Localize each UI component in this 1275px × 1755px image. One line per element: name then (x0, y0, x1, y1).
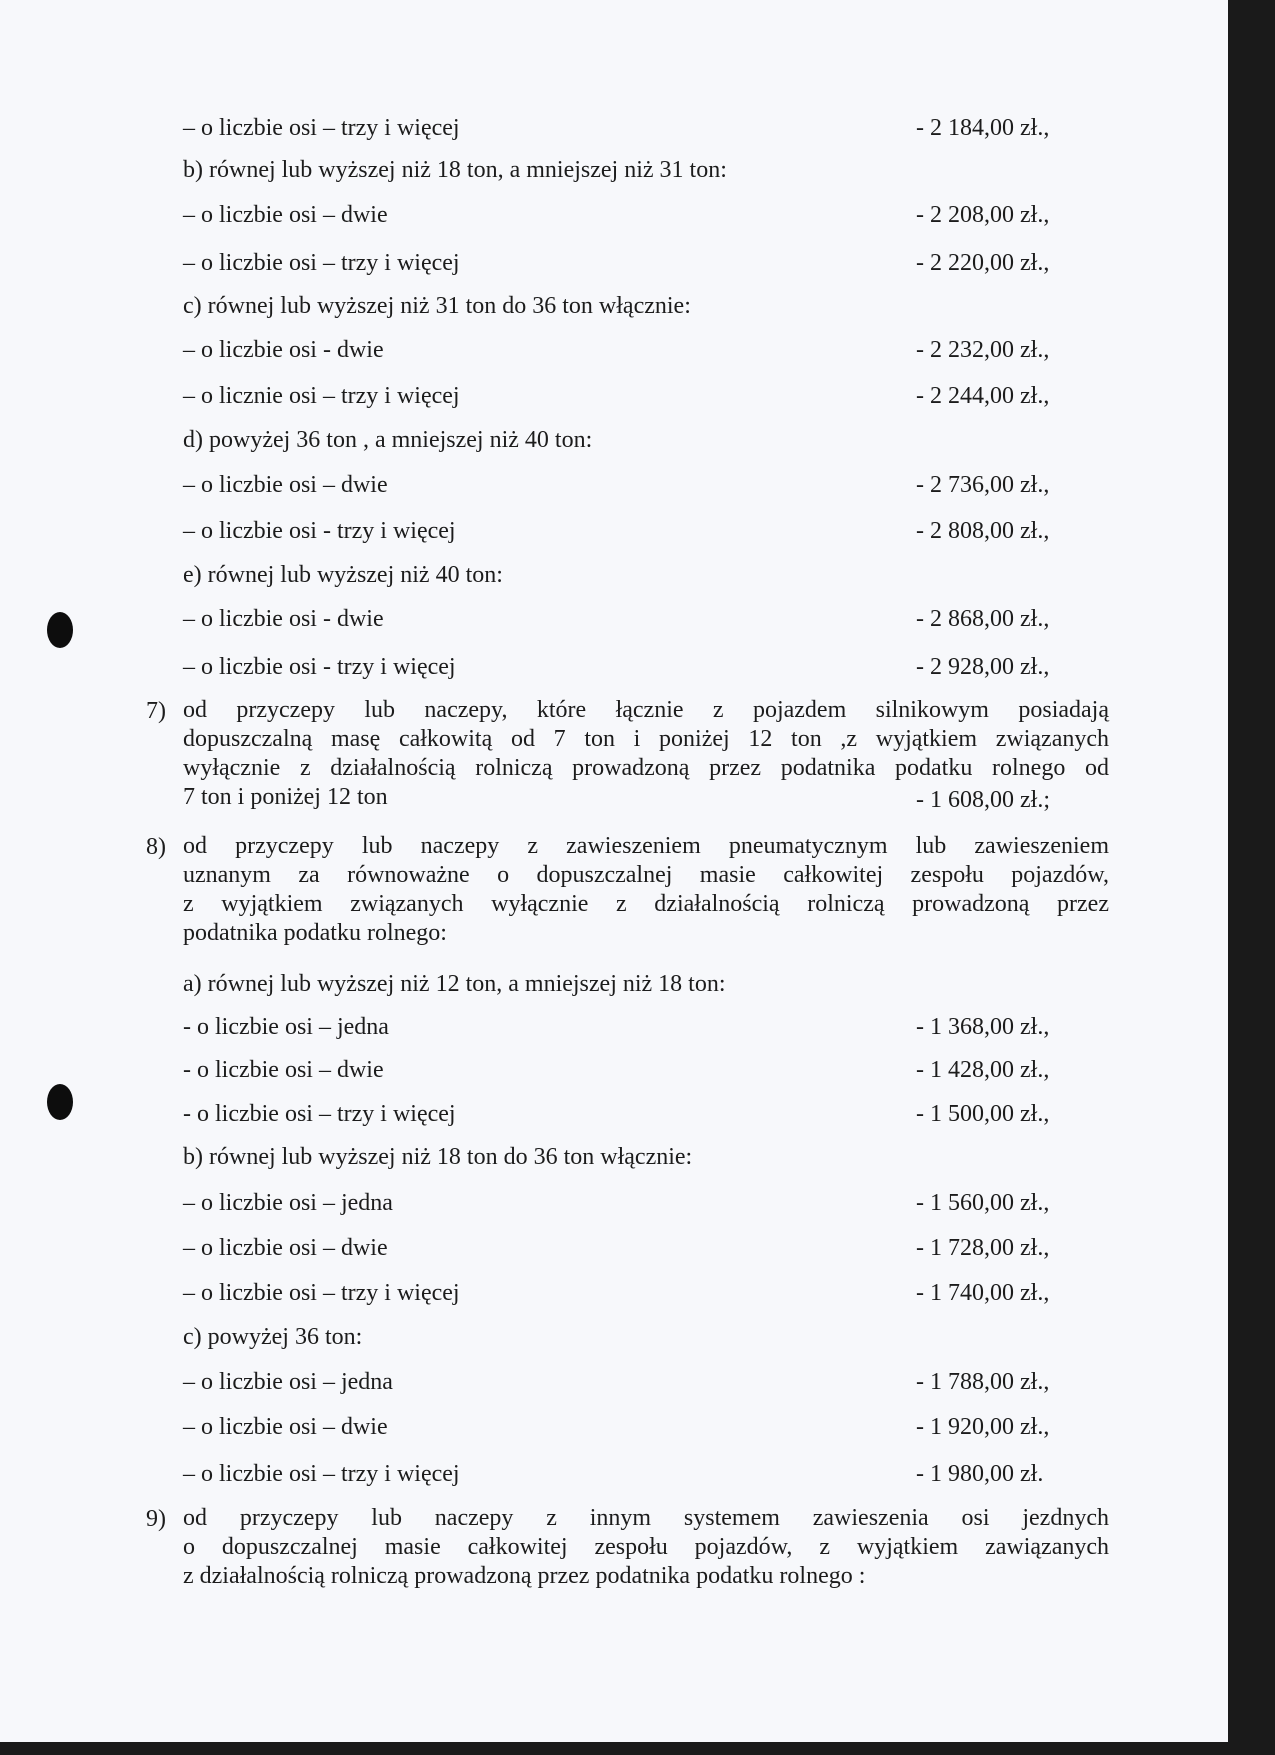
list-item: – o liczbie osi – jedna (183, 1190, 393, 1216)
amount: - 2 232,00 zł., (916, 337, 1050, 363)
paragraph-line: z wyjątkiem związanych wyłącznie z działalnością rolniczą prowadzoną przez (183, 891, 1109, 917)
amount: - 1 920,00 zł., (916, 1414, 1050, 1440)
amount: - 2 736,00 zł., (916, 472, 1050, 498)
paragraph-number: 8) (146, 834, 166, 860)
amount: - 1 560,00 zł., (916, 1190, 1050, 1216)
list-item: – o liczbie osi – dwie (183, 1414, 388, 1440)
amount: - 1 368,00 zł., (916, 1014, 1050, 1040)
amount: - 2 928,00 zł., (916, 654, 1050, 680)
paragraph-line: dopuszczalną masę całkowitą od 7 ton i poniżej 12 ton ,z wyjątkiem związanych (183, 726, 1109, 752)
amount: - 1 428,00 zł., (916, 1057, 1050, 1083)
amount: - 1 740,00 zł., (916, 1280, 1050, 1306)
list-item: – o licznie osi – trzy i więcej (183, 383, 460, 409)
subsection-heading: e) równej lub wyższej niż 40 ton: (183, 562, 503, 588)
subsection-heading: d) powyżej 36 ton , a mniejszej niż 40 ton: (183, 427, 593, 453)
amount: - 1 500,00 zł., (916, 1101, 1050, 1127)
list-item: – o liczbie osi – trzy i więcej (183, 250, 460, 276)
paragraph-line: z działalnością rolniczą prowadzoną przez podatnika podatku rolnego : (183, 1563, 866, 1589)
paragraph-line: uznanym za równoważne o dopuszczalnej masie całkowitej zespołu pojazdów, (183, 862, 1109, 888)
subsection-heading: a) równej lub wyższej niż 12 ton, a mniejszej niż 18 ton: (183, 971, 726, 997)
paragraph-8 (183, 832, 1109, 948)
paragraph-line: o dopuszczalnej masie całkowitej zespołu pojazdów, z wyjątkiem zawiązanych (183, 1534, 1109, 1560)
paragraph-line: wyłącznie z działalnością rolniczą prowadzoną przez podatnika podatku rolnego od (183, 755, 1109, 781)
list-item: – o liczbie osi – jedna (183, 1369, 393, 1395)
punch-hole (47, 1084, 73, 1120)
amount: - 1 980,00 zł. (916, 1461, 1044, 1487)
list-item: – o liczbie osi – trzy i więcej (183, 115, 460, 141)
list-item: - o liczbie osi – trzy i więcej (183, 1101, 456, 1127)
amount: - 2 220,00 zł., (916, 250, 1050, 276)
paragraph-line: 7 ton i poniżej 12 ton (183, 784, 388, 810)
list-item: – o liczbie osi - trzy i więcej (183, 654, 456, 680)
paragraph-line: od przyczepy lub naczepy z zawieszeniem pneumatycznym lub zawieszeniem (183, 833, 1109, 859)
subsection-heading: b) równej lub wyższej niż 18 ton, a mniejszej niż 31 ton: (183, 157, 727, 183)
paragraph-line: podatnika podatku rolnego: (183, 920, 447, 946)
list-item: – o liczbie osi - trzy i więcej (183, 518, 456, 544)
list-item: – o liczbie osi – trzy i więcej (183, 1280, 460, 1306)
subsection-heading: c) powyżej 36 ton: (183, 1324, 363, 1350)
list-item: - o liczbie osi – jedna (183, 1014, 389, 1040)
amount: - 2 208,00 zł., (916, 202, 1050, 228)
amount: - 2 244,00 zł., (916, 383, 1050, 409)
subsection-heading: c) równej lub wyższej niż 31 ton do 36 ton włącznie: (183, 293, 691, 319)
paragraph-number: 9) (146, 1506, 166, 1532)
amount: - 2 868,00 zł., (916, 606, 1050, 632)
paragraph-9 (183, 1504, 1109, 1591)
list-item: – o liczbie osi – dwie (183, 472, 388, 498)
amount: - 1 728,00 zł., (916, 1235, 1050, 1261)
amount: - 1 608,00 zł.; (916, 787, 1050, 813)
subsection-heading: b) równej lub wyższej niż 18 ton do 36 ton włącznie: (183, 1144, 693, 1170)
list-item: - o liczbie osi – dwie (183, 1057, 384, 1083)
paragraph-line: od przyczepy lub naczepy z innym systemem zawieszenia osi jezdnych (183, 1505, 1109, 1531)
paragraph-line: od przyczepy lub naczepy, które łącznie z pojazdem silnikowym posiadają (183, 697, 1109, 723)
amount: - 2 808,00 zł., (916, 518, 1050, 544)
list-item: – o liczbie osi – trzy i więcej (183, 1461, 460, 1487)
paragraph-number: 7) (146, 698, 166, 724)
amount: - 2 184,00 zł., (916, 115, 1050, 141)
list-item: – o liczbie osi – dwie (183, 1235, 388, 1261)
amount: - 1 788,00 zł., (916, 1369, 1050, 1395)
list-item: – o liczbie osi - dwie (183, 337, 384, 363)
list-item: – o liczbie osi - dwie (183, 606, 384, 632)
punch-hole (47, 612, 73, 648)
list-item: – o liczbie osi – dwie (183, 202, 388, 228)
